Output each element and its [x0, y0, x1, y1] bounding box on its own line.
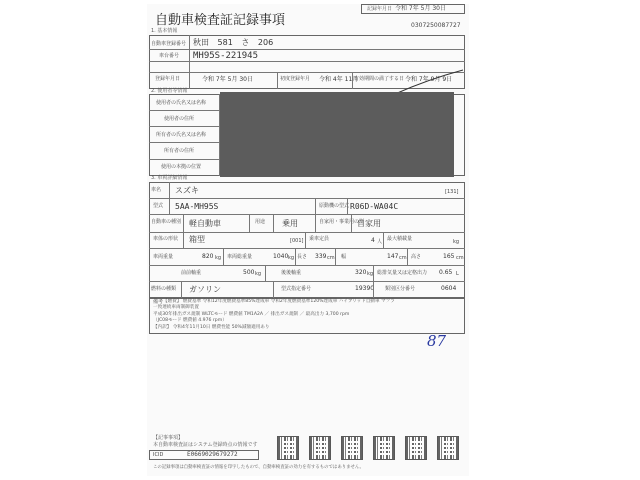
- use-label: 用途: [255, 219, 266, 225]
- capacity-unit: 人: [377, 239, 383, 245]
- remarks-line: （JC08モード 燃費値 4.976 rpm）: [153, 318, 227, 323]
- body-code: [001]: [290, 238, 304, 244]
- use-value: 乗用: [282, 219, 298, 228]
- make-value: スズキ: [175, 186, 199, 195]
- engine-label: 原動機の型式: [319, 203, 350, 209]
- qr-code: [277, 436, 299, 460]
- registration-date-label: 登録年月日: [155, 76, 181, 82]
- width-unit: cm: [399, 255, 407, 261]
- height-value: 165: [443, 253, 455, 260]
- rear-axle-unit: kg: [367, 271, 374, 277]
- length-unit: cm: [327, 255, 335, 261]
- section-vehicle-label: 3. 車両詳細情報: [151, 175, 188, 181]
- displacement-label: 総排気量又は定格出力: [377, 270, 428, 276]
- remarks-line: 一致連続車両制御装置: [153, 305, 199, 310]
- business-use-value: 自家用: [357, 219, 381, 228]
- footer-note: 本自動車検査証はシステム登録時点の情報です: [153, 442, 258, 448]
- height-label: 高さ: [411, 254, 422, 260]
- section-owner-label: 2. 使用者等情報: [151, 88, 188, 94]
- make-label: 車名: [151, 187, 162, 193]
- rear-axle-value: 320: [355, 269, 367, 276]
- fuel-label: 燃料の種類: [151, 286, 177, 292]
- redacted-owner-info: [220, 92, 454, 177]
- expiry-label: 有効期間の満了する日: [354, 76, 405, 82]
- footer-label: 【記事事項】: [153, 435, 184, 441]
- qr-code: [373, 436, 395, 460]
- height-unit: cm: [456, 255, 464, 261]
- ic-id-value: E0669029679272: [187, 451, 238, 458]
- body-value: 箱型: [189, 235, 205, 244]
- qr-code: [437, 436, 459, 460]
- type-value: 5AA-MH95S: [175, 202, 219, 211]
- footer-disclaimer: この記録事項は自動車検査証の情報を印字したもので、自動車検査証の効力を有するものではありません。: [153, 465, 364, 470]
- capacity-value: 4: [371, 237, 375, 244]
- first-registration-value: 令和 4年 11月: [319, 76, 359, 83]
- kind-value: 軽自動車: [189, 219, 221, 228]
- owner-address-label: 所有者の住所: [164, 148, 195, 154]
- width-value: 147: [387, 253, 399, 260]
- body-label: 車体の形状: [153, 236, 179, 242]
- weight-label: 車両重量: [153, 254, 174, 260]
- gross-weight-value: 1040: [273, 253, 289, 260]
- business-use-label: 自家用・事業用の別: [319, 219, 365, 225]
- base-location-label: 使用の本拠の位置: [161, 164, 202, 170]
- displacement-unit: L: [456, 271, 459, 277]
- front-axle-value: 500: [243, 269, 255, 276]
- user-address-label: 使用者の住所: [164, 116, 195, 122]
- issue-date-value: 令和 7年 5月 30日: [395, 5, 446, 12]
- chassis-value: MH95S-221945: [193, 51, 259, 61]
- max-load-label: 最大積載量: [387, 236, 413, 242]
- gross-weight-label: 車両総重量: [227, 254, 253, 260]
- certification-value: 19390: [355, 285, 375, 292]
- document-title: 自動車検査証記録事項: [155, 13, 286, 28]
- type-label: 型式: [153, 203, 164, 209]
- qr-code: [405, 436, 427, 460]
- length-value: 339: [315, 253, 327, 260]
- remarks-label: 備考: [153, 299, 164, 305]
- max-load-unit: kg: [453, 239, 460, 245]
- first-registration-label: 初度登録年月: [280, 76, 311, 82]
- rear-axle-label: 後後軸重: [281, 270, 302, 276]
- engine-value: R06D-WA04C: [350, 202, 399, 211]
- kind-label: 自動車の種別: [151, 219, 182, 225]
- document-number: 0307250087727: [411, 22, 461, 29]
- user-name-label: 使用者の氏名又は名称: [156, 100, 207, 106]
- issue-date-label: 記録年月日: [367, 6, 393, 12]
- plate-label: 自動車登録番号: [151, 41, 187, 47]
- chassis-label: 車台番号: [159, 53, 180, 59]
- displacement-value: 0.65: [439, 269, 453, 276]
- front-axle-label: 前前軸重: [181, 270, 202, 276]
- handwritten-number: 87: [427, 332, 447, 350]
- make-code: [131]: [445, 189, 459, 195]
- gross-weight-unit: kg: [288, 255, 295, 261]
- remarks-line: 平成30年排出ガス規制 WLTCモード 燃費値 TM1A2A ／ 排出ガス規制 ／ 最高出力 3,700 rpm: [153, 312, 350, 317]
- class-label: 類別区分番号: [385, 286, 416, 292]
- remarks-line: 【内訳】 令和4年11月10日 燃費性能 50%減額適用あり: [153, 325, 270, 330]
- width-label: 幅: [341, 254, 347, 260]
- plate-value: 秋田 581 さ 206: [193, 38, 274, 47]
- owner-name-label: 所有者の氏名又は名称: [156, 132, 207, 138]
- section-basic-label: 1. 基本情報: [151, 28, 178, 34]
- document-sheet: [147, 4, 469, 476]
- qr-code: [341, 436, 363, 460]
- expiry-value: 令和 7年 9月 9日: [405, 76, 453, 83]
- capacity-label: 乗車定員: [309, 236, 330, 242]
- weight-unit: kg: [215, 255, 222, 261]
- registration-date-value: 令和 7年 5月 30日: [202, 76, 253, 83]
- remarks-line: 【燃費】 燃費基準 令和12年度燃費基準85%達成車 令和2年度燃費基準120%達成車 ハイブリッド自動車 マフラ: [163, 299, 395, 304]
- length-label: 長さ: [297, 254, 308, 260]
- qr-code: [309, 436, 331, 460]
- certification-label: 型式指定番号: [281, 286, 312, 292]
- ic-id-label: ICID: [153, 452, 164, 458]
- fuel-value: ガソリン: [189, 285, 221, 294]
- class-value: 0604: [441, 285, 457, 292]
- weight-value: 820: [202, 253, 214, 260]
- front-axle-unit: kg: [255, 271, 262, 277]
